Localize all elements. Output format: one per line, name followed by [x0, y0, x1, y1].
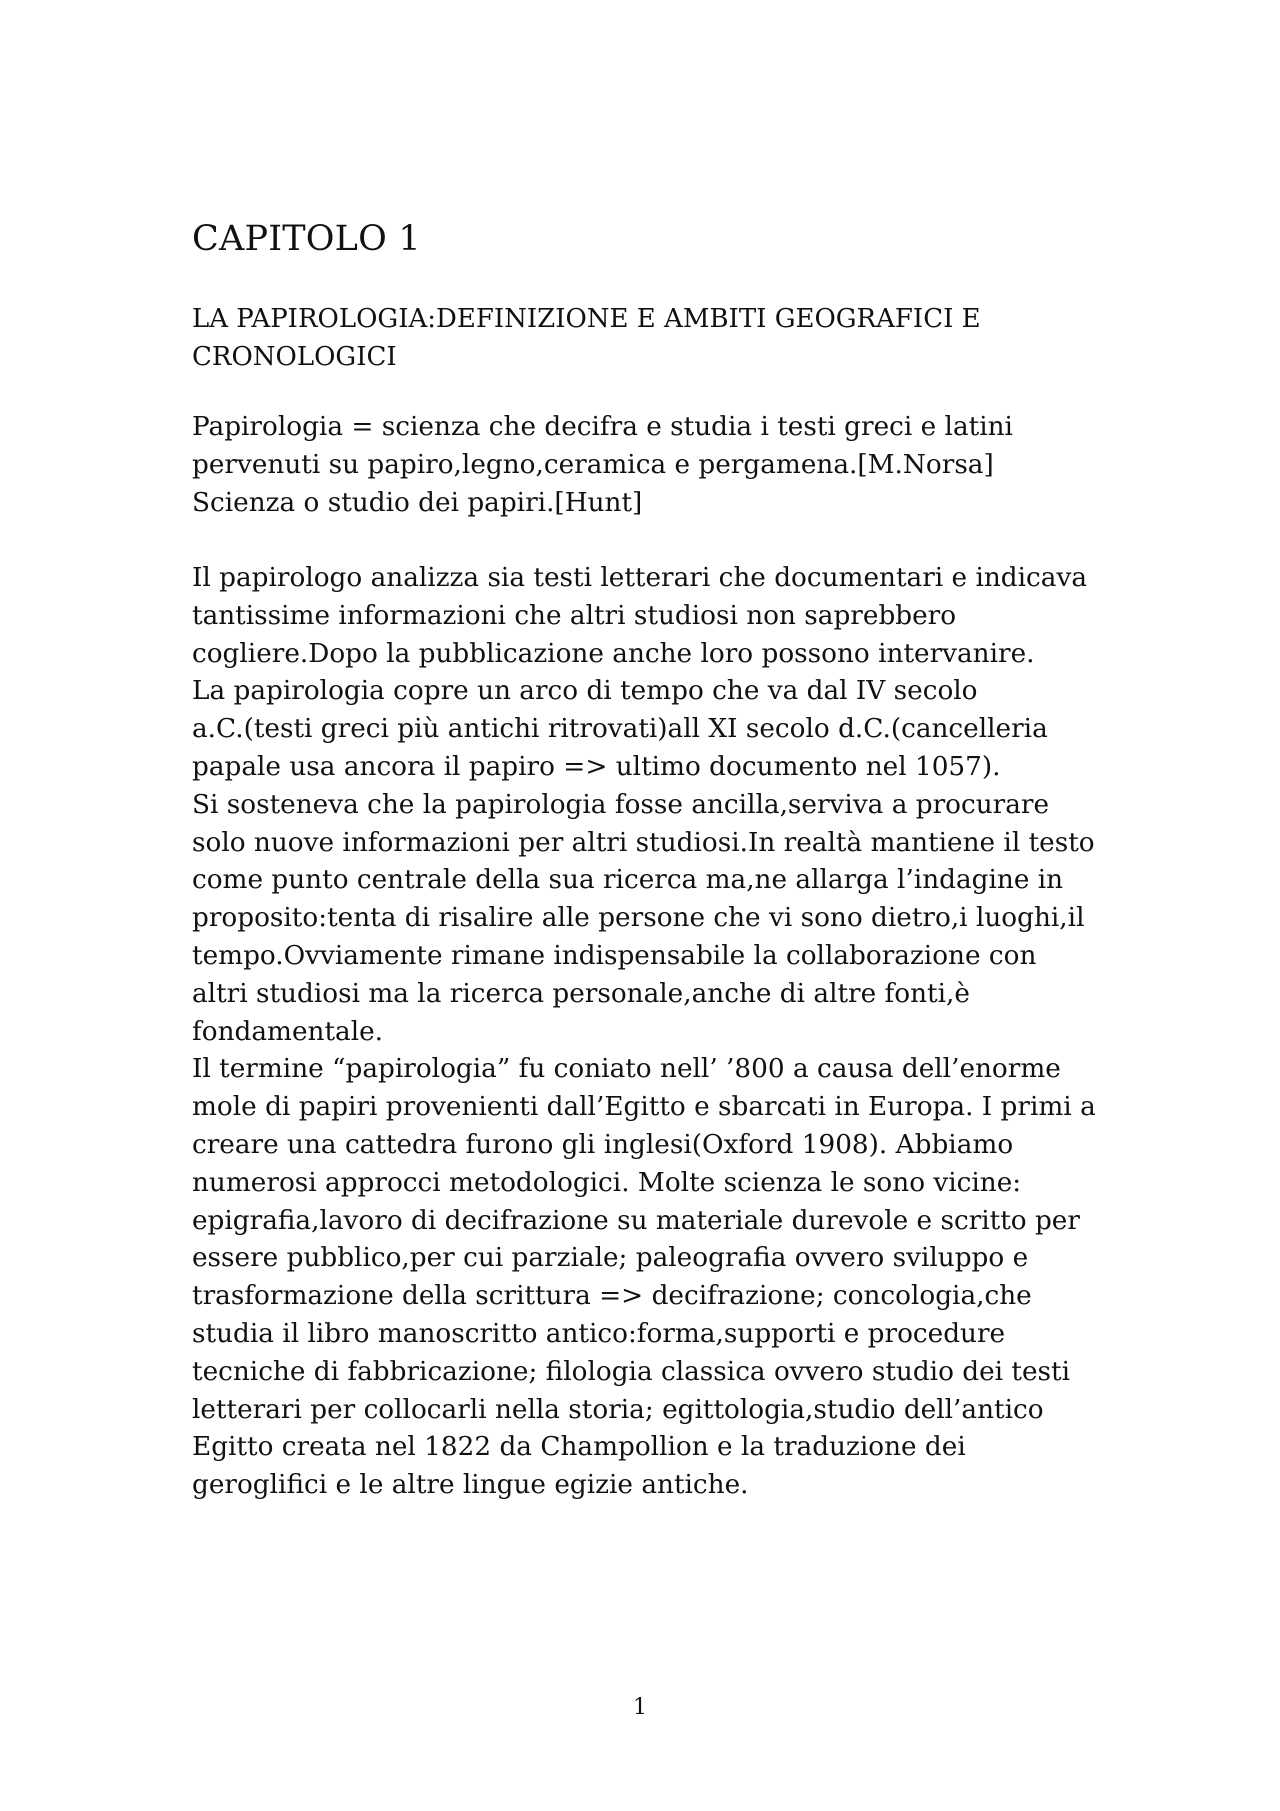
text-line: come punto centrale della sua ricerca ma,ne allarga l’indagine in: [192, 865, 1064, 896]
text-line: altri studiosi ma la ricerca personale,anche di altre fonti,è: [192, 978, 970, 1009]
text-line: fondamentale.: [192, 1016, 384, 1047]
text-line: letterari per collocarli nella storia; egittologia,studio dell’antico: [192, 1394, 1044, 1425]
text-line: Il papirologo analizza sia testi letterari che documentari e indicava: [192, 563, 1087, 593]
text-line: Egitto creata nel 1822 da Champollion e la traduzione dei: [192, 1432, 966, 1463]
section-title-line: LA PAPIROLOGIA:DEFINIZIONE E AMBITI GEOGRAFICI E: [192, 304, 981, 334]
text-line: studia il libro manoscritto antico:forma,supporti e procedure: [192, 1318, 1006, 1349]
text-line: Scienza o studio dei papiri.[Hunt]: [192, 487, 643, 518]
text-line: solo nuove informazioni per altri studiosi.In realtà mantiene il testo: [192, 827, 1095, 858]
text-line: numerosi approcci metodologici. Molte scienza le sono vicine:: [192, 1167, 1022, 1198]
text-line: Si sosteneva che la papirologia fosse ancilla,serviva a procurare: [192, 789, 1050, 820]
text-line: cogliere.Dopo la pubblicazione anche loro possono intervanire.: [192, 638, 1035, 669]
text-line: proposito:tenta di risalire alle persone che vi sono dietro,i luoghi,il: [192, 903, 1085, 934]
text-line: Il termine “papirologia” fu coniato nell’ ’800 a causa dell’enorme: [192, 1054, 1061, 1085]
text-line: tempo.Ovviamente rimane indispensabile la collaborazione con: [192, 940, 1037, 971]
text-line: creare una cattedra furono gli inglesi(Oxford 1908). Abbiamo: [192, 1129, 1014, 1160]
text-line: La papirologia copre un arco di tempo che va dal IV secolo: [192, 676, 978, 707]
text-line: epigrafia,lavoro di decifrazione su materiale durevole e scritto per: [192, 1205, 1080, 1236]
text-line: pervenuti su papiro,legno,ceramica e pergamena.[M.Norsa]: [192, 449, 994, 480]
text-line: mole di papiri provenienti dall’Egitto e sbarcati in Europa. I primi a: [192, 1092, 1096, 1123]
text-line: geroglifici e le altre lingue egizie antiche.: [192, 1470, 749, 1501]
text-line: Papirologia = scienza che decifra e studia i testi greci e latini: [192, 412, 1013, 442]
text-line: papale usa ancora il papiro => ultimo documento nel 1057).: [192, 751, 1001, 782]
section-title: [192, 300, 1112, 376]
body-paragraph: [192, 560, 1132, 1505]
text-line: essere pubblico,per cui parziale; paleografia ovvero sviluppo e: [192, 1243, 1029, 1274]
chapter-title: CAPITOLO 1: [192, 219, 421, 259]
text-line: a.C.(testi greci più antichi ritrovati)all XI secolo d.C.(cancelleria: [192, 714, 1048, 745]
text-line: tantissime informazioni che altri studiosi non saprebbero: [192, 600, 957, 631]
text-line: tecniche di fabbricazione; filologia classica ovvero studio dei testi: [192, 1356, 1071, 1387]
text-line: trasformazione della scrittura => decifrazione; concologia,che: [192, 1281, 1032, 1312]
definition-paragraph: [192, 409, 1132, 522]
section-title-line: CRONOLOGICI: [192, 342, 397, 372]
page-number: 1: [633, 1695, 647, 1720]
